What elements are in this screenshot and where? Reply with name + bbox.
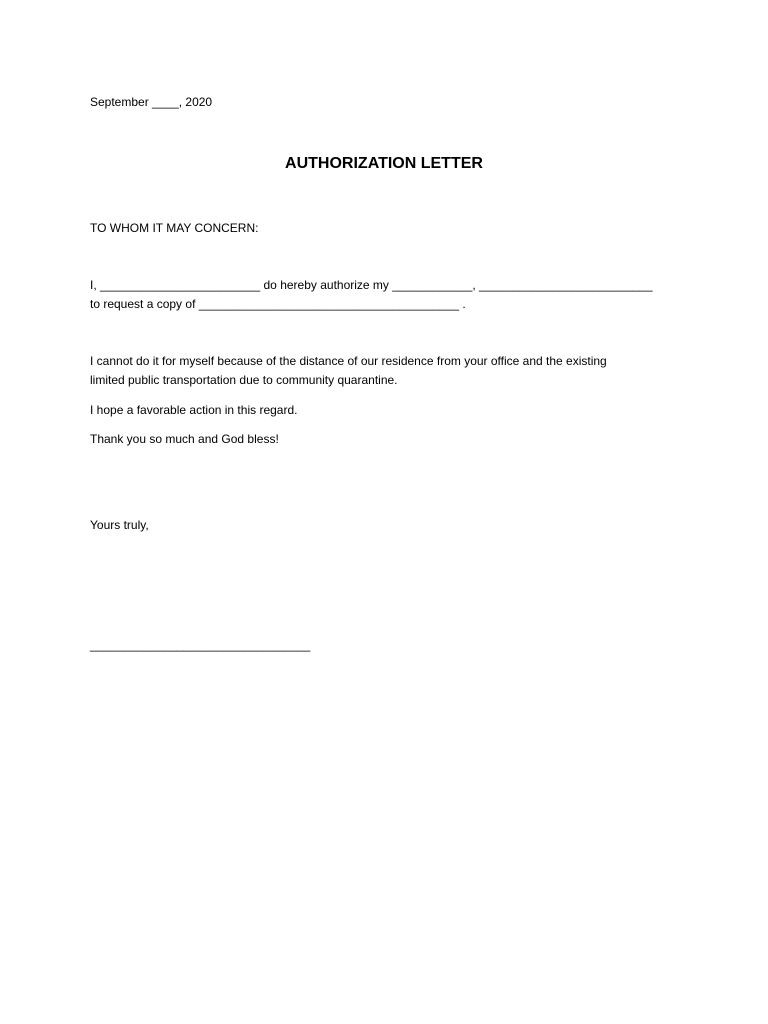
closing: Yours truly, — [90, 518, 149, 532]
letter-title: AUTHORIZATION LETTER — [285, 155, 483, 172]
salutation: TO WHOM IT MAY CONCERN: — [90, 221, 259, 235]
reason-line-2: limited public transportation due to community quarantine. — [90, 373, 398, 387]
authorization-line-1: I, ________________________ do hereby authorize my ____________, __________________________ — [90, 278, 653, 292]
hope-line: I hope a favorable action in this regard. — [90, 403, 298, 417]
reason-line-1: I cannot do it for myself because of the distance of our residence from your office and the existing — [90, 354, 607, 368]
authorization-line-2: to request a copy of _______________________________________ . — [90, 297, 466, 311]
thanks-line: Thank you so much and God bless! — [90, 432, 279, 446]
date-line: September ____, 2020 — [90, 95, 213, 109]
signature-line: _________________________________ — [90, 638, 311, 652]
